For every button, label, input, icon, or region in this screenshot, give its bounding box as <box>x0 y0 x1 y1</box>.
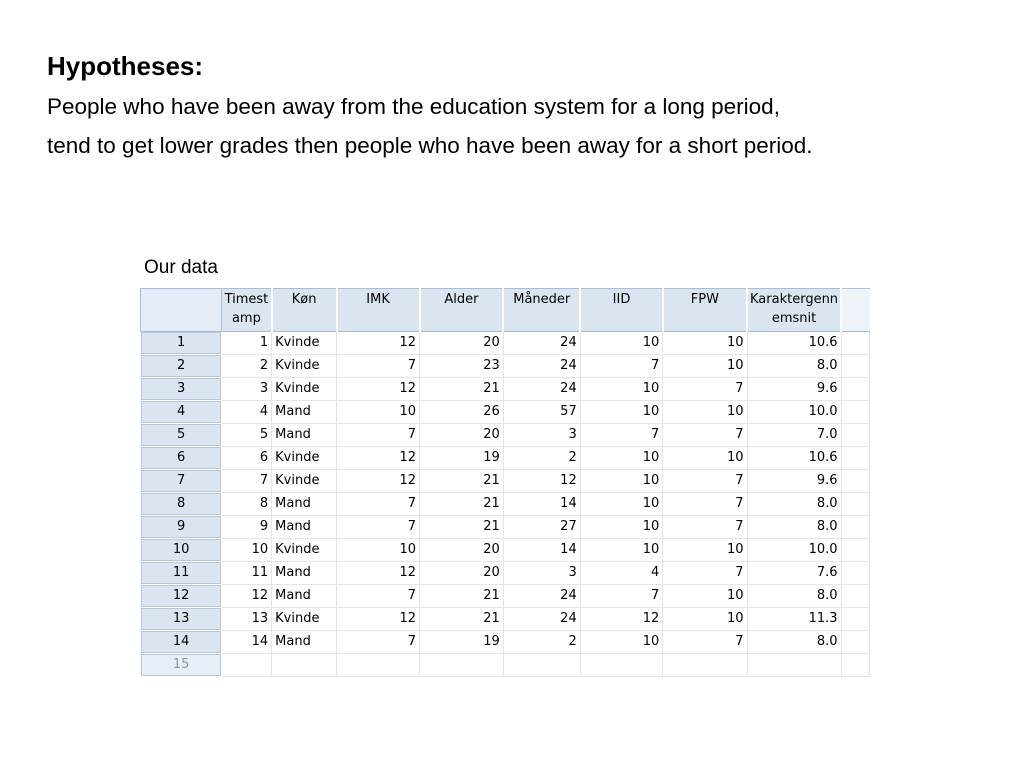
table-row <box>141 378 870 401</box>
table-cell[interactable]: 10 <box>663 539 747 562</box>
table-cell[interactable]: Mand <box>272 493 337 516</box>
table-cell[interactable]: 24 <box>503 378 580 401</box>
table-cell[interactable]: 7 <box>663 424 747 447</box>
table-cell-empty[interactable] <box>222 654 272 677</box>
table-cell[interactable]: 10 <box>663 608 747 631</box>
table-cell[interactable]: 7 <box>663 631 747 654</box>
table-cell[interactable]: 7 <box>580 585 663 608</box>
table-cell[interactable]: 3 <box>503 424 580 447</box>
table-cell[interactable]: 10 <box>580 493 663 516</box>
row-header[interactable]: 7 <box>141 470 222 493</box>
table-row <box>141 539 870 562</box>
table-cell[interactable]: 7 <box>580 355 663 378</box>
table-cell[interactable]: 12 <box>580 608 663 631</box>
table-cell[interactable]: 11.3 <box>747 608 841 631</box>
table-cell[interactable]: 9.6 <box>747 470 841 493</box>
column-header[interactable]: Timest amp <box>222 289 272 332</box>
table-cell[interactable]: 7 <box>337 516 420 539</box>
table-cell-empty[interactable] <box>841 539 869 562</box>
data-table-screenshot <box>140 288 870 684</box>
table-cell[interactable]: 10 <box>580 332 663 355</box>
table-cell[interactable]: 7 <box>337 631 420 654</box>
table-cell[interactable]: 14 <box>503 493 580 516</box>
table-cell[interactable]: 21 <box>420 516 504 539</box>
table-cell[interactable]: 7 <box>222 470 272 493</box>
table-cell[interactable]: 12 <box>337 470 420 493</box>
row-header[interactable]: 4 <box>141 401 222 424</box>
table-cell[interactable]: Kvinde <box>272 447 337 470</box>
row-header[interactable]: 12 <box>141 585 222 608</box>
table-cell[interactable]: 10.6 <box>747 447 841 470</box>
column-header[interactable]: Alder <box>420 289 504 332</box>
table-cell-empty[interactable] <box>580 654 663 677</box>
table-cell[interactable]: 7 <box>580 424 663 447</box>
table-cell[interactable]: 10 <box>580 401 663 424</box>
table-cell[interactable]: 8 <box>222 493 272 516</box>
table-cell-empty[interactable] <box>841 516 869 539</box>
table-cell[interactable]: 8.0 <box>747 585 841 608</box>
table-cell[interactable]: 14 <box>503 539 580 562</box>
table-cell-empty[interactable] <box>841 470 869 493</box>
row-header[interactable]: 14 <box>141 631 222 654</box>
column-header[interactable]: Måneder <box>503 289 580 332</box>
table-cell[interactable]: Mand <box>272 631 337 654</box>
row-header[interactable]: 13 <box>141 608 222 631</box>
table-cell[interactable]: 10 <box>580 470 663 493</box>
column-header[interactable]: IID <box>580 289 663 332</box>
table-row <box>141 585 870 608</box>
table-cell[interactable]: 21 <box>420 378 504 401</box>
table-cell[interactable]: 12 <box>337 608 420 631</box>
table-cell[interactable]: 26 <box>420 401 504 424</box>
table-cell[interactable]: 8.0 <box>747 516 841 539</box>
table-cell-empty[interactable] <box>841 562 869 585</box>
table-cell[interactable]: 1 <box>222 332 272 355</box>
table-cell[interactable]: 6 <box>222 447 272 470</box>
table-cell[interactable]: 8.0 <box>747 631 841 654</box>
table-cell-empty[interactable] <box>663 654 747 677</box>
table-cell-empty[interactable] <box>272 654 337 677</box>
slide-title: Hypotheses: <box>47 51 204 81</box>
table-cell[interactable]: 7 <box>337 424 420 447</box>
table-cell[interactable]: 8.0 <box>747 493 841 516</box>
table-cell[interactable]: 9.6 <box>747 378 841 401</box>
corner-cell[interactable] <box>141 289 222 332</box>
row-header[interactable]: 8 <box>141 493 222 516</box>
table-cell-empty[interactable] <box>337 654 420 677</box>
table-cell[interactable]: 27 <box>503 516 580 539</box>
row-header[interactable]: 1 <box>141 332 222 355</box>
table-row <box>141 631 870 654</box>
table-cell-empty[interactable] <box>841 608 869 631</box>
table-cell[interactable]: 11 <box>222 562 272 585</box>
table-cell[interactable]: 5 <box>222 424 272 447</box>
table-cell[interactable]: 3 <box>503 562 580 585</box>
table-cell[interactable]: 7 <box>663 470 747 493</box>
table-cell[interactable]: 4 <box>222 401 272 424</box>
row-header[interactable]: 2 <box>141 355 222 378</box>
table-cell-empty[interactable] <box>841 401 869 424</box>
table-cell[interactable]: 10.0 <box>747 539 841 562</box>
table-cell[interactable]: 2 <box>503 447 580 470</box>
row-header[interactable]: 5 <box>141 424 222 447</box>
table-row <box>141 447 870 470</box>
table-cell[interactable]: 24 <box>503 332 580 355</box>
table-cell[interactable]: 21 <box>420 493 504 516</box>
table-cell-empty[interactable] <box>420 654 504 677</box>
table-cell[interactable]: 13 <box>222 608 272 631</box>
table-cell-empty[interactable] <box>841 378 869 401</box>
table-row <box>141 332 870 355</box>
row-header[interactable]: 15 <box>141 654 222 677</box>
table-cell[interactable]: 10 <box>663 355 747 378</box>
row-header[interactable]: 10 <box>141 539 222 562</box>
table-cell[interactable]: 21 <box>420 585 504 608</box>
table-cell[interactable]: 10 <box>663 585 747 608</box>
table-cell[interactable]: 7 <box>663 378 747 401</box>
table-cell[interactable]: 10 <box>580 631 663 654</box>
table-cell[interactable]: 7 <box>663 562 747 585</box>
table-cell[interactable]: 12 <box>337 332 420 355</box>
table-row <box>141 516 870 539</box>
table-cell-empty[interactable] <box>841 332 869 355</box>
table-cell[interactable]: 2 <box>503 631 580 654</box>
table-cell[interactable]: 12 <box>222 585 272 608</box>
table-cell[interactable]: 9 <box>222 516 272 539</box>
table-cell[interactable]: 12 <box>503 470 580 493</box>
table-cell[interactable]: 7 <box>337 493 420 516</box>
table-cell[interactable]: 4 <box>580 562 663 585</box>
table-cell[interactable]: 12 <box>337 378 420 401</box>
hypothesis-text <box>47 87 1007 165</box>
table-cell[interactable]: 20 <box>420 539 504 562</box>
table-cell[interactable]: 20 <box>420 424 504 447</box>
table-cell-empty[interactable] <box>503 654 580 677</box>
table-cell-empty[interactable] <box>841 654 869 677</box>
row-header[interactable]: 11 <box>141 562 222 585</box>
table-cell[interactable]: 7 <box>663 493 747 516</box>
table-cell[interactable]: 7 <box>663 516 747 539</box>
table-cell[interactable]: 2 <box>222 355 272 378</box>
data-caption: Our data <box>144 257 218 278</box>
table-cell[interactable]: 10 <box>222 539 272 562</box>
table-cell[interactable]: 20 <box>420 562 504 585</box>
table-cell[interactable]: 21 <box>420 608 504 631</box>
column-header[interactable]: IMK <box>337 289 420 332</box>
column-header[interactable]: Karaktergenn emsnit <box>747 289 841 332</box>
column-header[interactable]: FPW <box>663 289 747 332</box>
table-row <box>141 401 870 424</box>
table-row <box>141 493 870 516</box>
table-cell-empty[interactable] <box>841 355 869 378</box>
table-cell-empty[interactable] <box>747 654 841 677</box>
table-cell[interactable]: 10.0 <box>747 401 841 424</box>
table-row <box>141 424 870 447</box>
table-body <box>141 332 870 677</box>
table-cell[interactable]: 10 <box>580 539 663 562</box>
table-cell[interactable]: 57 <box>503 401 580 424</box>
table-cell[interactable]: Mand <box>272 401 337 424</box>
table-cell[interactable]: Kvinde <box>272 332 337 355</box>
table-cell[interactable]: Kvinde <box>272 355 337 378</box>
table-cell-empty[interactable] <box>841 493 869 516</box>
table-cell[interactable]: Kvinde <box>272 608 337 631</box>
table-cell[interactable]: 8.0 <box>747 355 841 378</box>
table-cell[interactable]: Mand <box>272 562 337 585</box>
table-cell[interactable]: 10 <box>663 332 747 355</box>
table-cell[interactable]: 19 <box>420 447 504 470</box>
table-cell[interactable]: Mand <box>272 585 337 608</box>
table-cell[interactable]: 10 <box>663 401 747 424</box>
row-header[interactable]: 6 <box>141 447 222 470</box>
table-cell[interactable]: Kvinde <box>272 378 337 401</box>
table-cell[interactable]: 23 <box>420 355 504 378</box>
table-cell-empty[interactable] <box>841 585 869 608</box>
table-cell[interactable]: 14 <box>222 631 272 654</box>
column-header[interactable]: Køn <box>272 289 337 332</box>
hypothesis-line: tend to get lower grades then people who have been away for a short period. <box>47 133 813 158</box>
table-cell[interactable]: 7 <box>337 585 420 608</box>
row-header[interactable]: 3 <box>141 378 222 401</box>
data-table <box>140 288 870 677</box>
table-cell[interactable]: 12 <box>337 447 420 470</box>
table-cell[interactable]: Kvinde <box>272 539 337 562</box>
table-cell[interactable]: 21 <box>420 470 504 493</box>
table-cell[interactable]: 10.6 <box>747 332 841 355</box>
table-cell-empty[interactable] <box>841 424 869 447</box>
row-header[interactable]: 9 <box>141 516 222 539</box>
table-row <box>141 562 870 585</box>
table-cell[interactable]: 20 <box>420 332 504 355</box>
table-cell[interactable]: 7.6 <box>747 562 841 585</box>
table-cell[interactable]: 7.0 <box>747 424 841 447</box>
table-cell[interactable]: 24 <box>503 608 580 631</box>
table-cell[interactable]: 7 <box>337 355 420 378</box>
table-cell[interactable]: 10 <box>580 516 663 539</box>
table-row <box>141 470 870 493</box>
table-cell[interactable]: Mand <box>272 516 337 539</box>
table-cell[interactable]: 10 <box>337 539 420 562</box>
table-cell[interactable]: 10 <box>580 447 663 470</box>
hypothesis-line: People who have been away from the education system for a long period, <box>47 94 780 119</box>
table-cell[interactable]: 10 <box>580 378 663 401</box>
table-cell[interactable]: Kvinde <box>272 470 337 493</box>
table-row <box>141 355 870 378</box>
table-cell[interactable]: 24 <box>503 355 580 378</box>
table-cell[interactable]: 3 <box>222 378 272 401</box>
header-row <box>141 289 870 332</box>
table-cell[interactable]: Mand <box>272 424 337 447</box>
table-cell[interactable]: 12 <box>337 562 420 585</box>
table-row <box>141 608 870 631</box>
table-cell-empty[interactable] <box>841 447 869 470</box>
table-cell-empty[interactable] <box>841 631 869 654</box>
table-cell[interactable]: 10 <box>663 447 747 470</box>
table-row-empty <box>141 654 870 677</box>
table-cell[interactable]: 24 <box>503 585 580 608</box>
column-header-partial[interactable] <box>841 289 869 332</box>
table-cell[interactable]: 10 <box>337 401 420 424</box>
table-cell[interactable]: 19 <box>420 631 504 654</box>
